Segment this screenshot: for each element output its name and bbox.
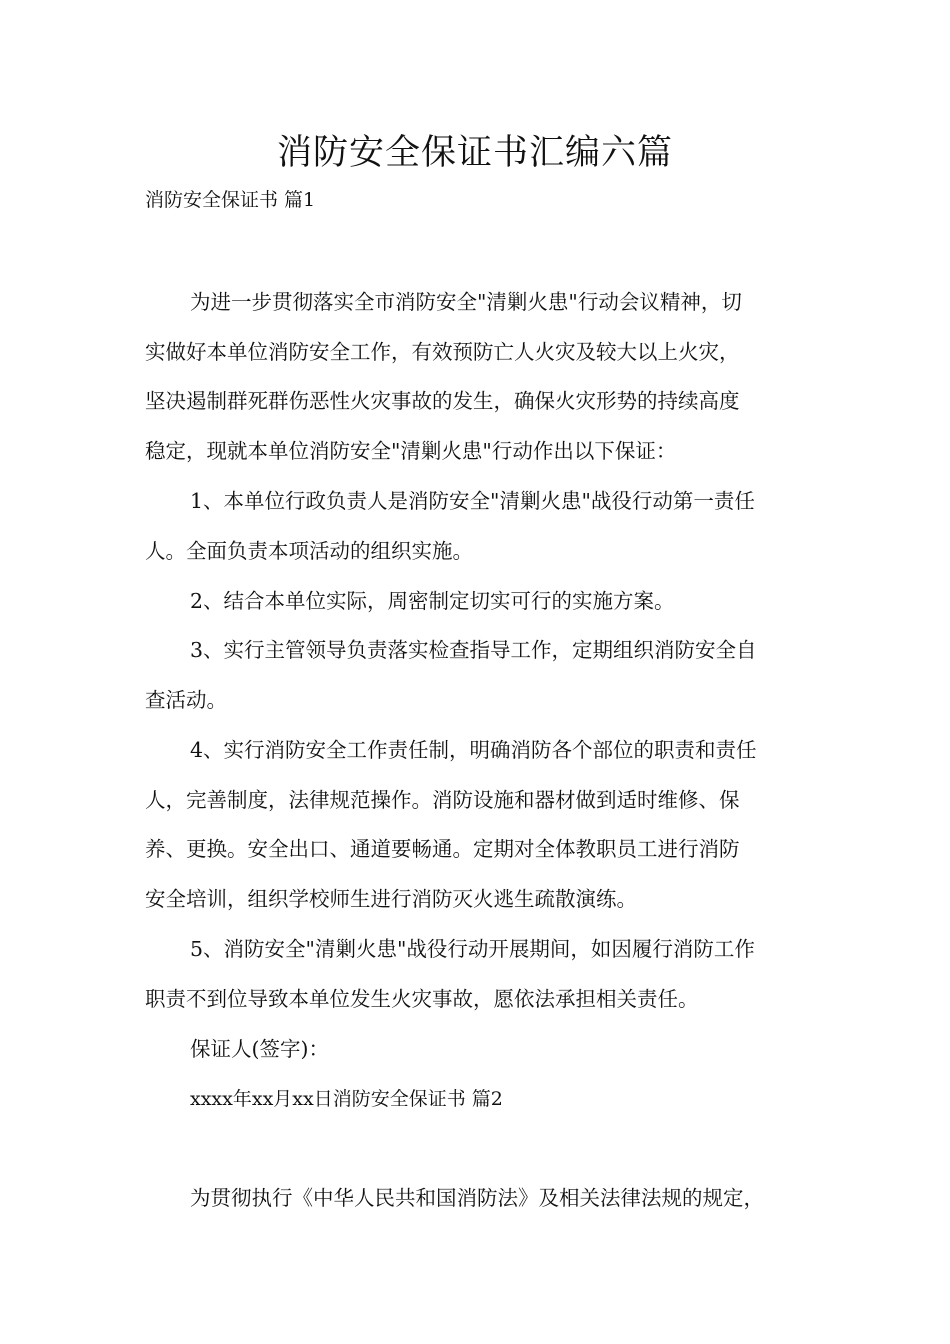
- section-heading: 消防安全保证书 篇1: [145, 189, 316, 211]
- date-and-section-heading: xxxx年xx月xx日消防安全保证书 篇2: [190, 1088, 503, 1110]
- paragraph-line: 人。全面负责本项活动的组织实施。: [145, 539, 473, 563]
- paragraph-line: 2、结合本单位实际，周密制定切实可行的实施方案。: [190, 589, 675, 613]
- paragraph-line: 3、实行主管领导负责落实检查指导工作，定期组织消防安全自: [190, 638, 757, 662]
- paragraph-line: 养、更换。安全出口、通道要畅通。定期对全体教职员工进行消防: [145, 837, 740, 861]
- paragraph-line: 为贯彻执行《中华人民共和国消防法》及相关法律法规的规定，: [190, 1186, 764, 1210]
- paragraph-line: 职责不到位导致本单位发生火灾事故，愿依法承担相关责任。: [145, 987, 699, 1011]
- paragraph-line: 5、消防安全"清剿火患"战役行动开展期间，如因履行消防工作: [190, 937, 755, 961]
- paragraph-line: 为进一步贯彻落实全市消防安全"清剿火患"行动会议精神，切: [190, 290, 742, 314]
- paragraph-line: 1、本单位行政负责人是消防安全"清剿火患"战役行动第一责任: [190, 489, 755, 513]
- paragraph-line: 安全培训，组织学校师生进行消防灭火逃生疏散演练。: [145, 887, 637, 911]
- paragraph-line: 查活动。: [145, 688, 227, 712]
- signature-line: 保证人(签字)：: [190, 1037, 329, 1061]
- paragraph-line: 实做好本单位消防安全工作，有效预防亡人火灾及较大以上火灾，: [145, 340, 740, 364]
- paragraph-line: 4、实行消防安全工作责任制，明确消防各个部位的职责和责任: [190, 738, 757, 762]
- paragraph-line: 坚决遏制群死群伤恶性火灾事故的发生，确保火灾形势的持续高度: [145, 389, 740, 413]
- paragraph-line: 稳定，现就本单位消防安全"清剿火患"行动作出以下保证：: [145, 439, 677, 463]
- paragraph-line: 人，完善制度，法律规范操作。消防设施和器材做到适时维修、保: [145, 788, 740, 812]
- document-title: 消防安全保证书汇编六篇: [276, 133, 673, 173]
